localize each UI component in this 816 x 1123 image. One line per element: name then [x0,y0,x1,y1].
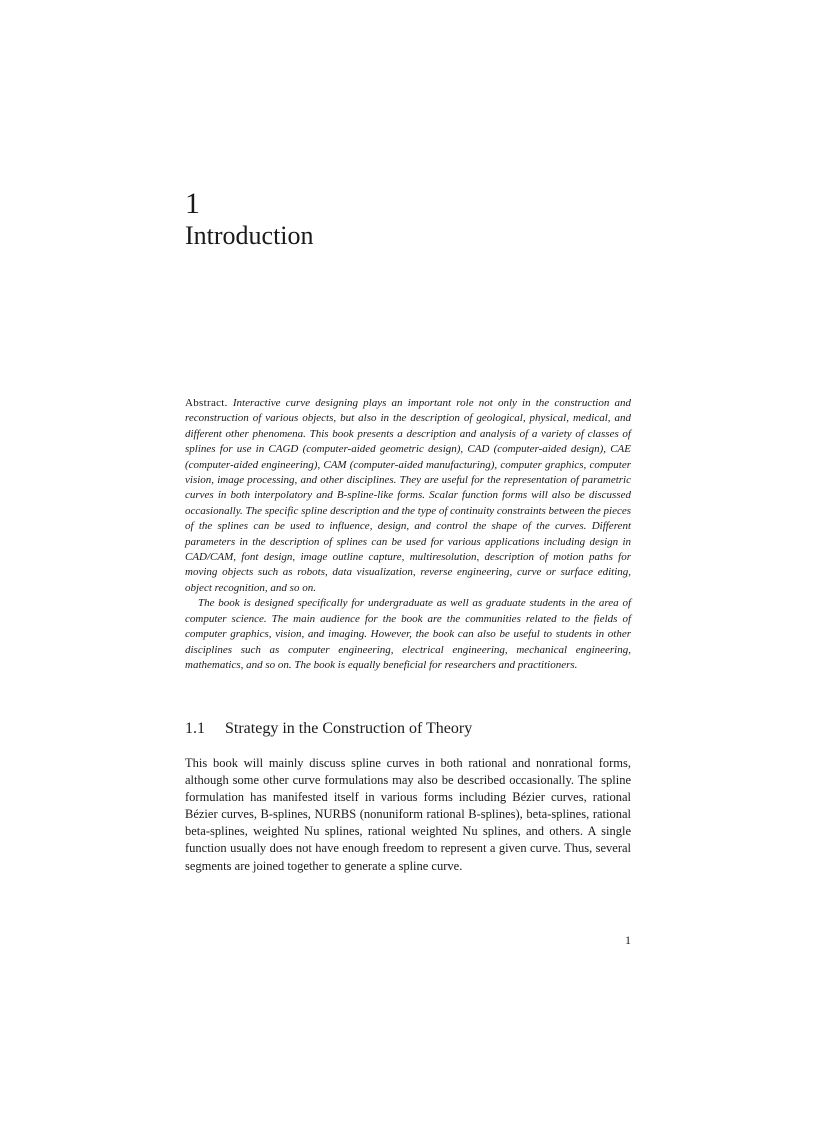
section-number: 1.1 [185,720,205,737]
section-body-text: This book will mainly discuss spline curves in both rational and nonrational forms, although some other curve formulations may also be described occasionally. The spline formulation has manifested itself in various forms including Bézier curves, rational Bézier curves, B-splines, NURBS (nonuniform rational B-splines), beta-splines, rational beta-splines, weighted Nu splines, rational weighted Nu splines, and others. A single function usually does not have enough freedom to represent a given curve. Thus, several segments are joined together to generate a spline curve. [185,756,631,873]
section-heading [185,719,472,739]
abstract-label: Abstract. [185,397,228,409]
abstract-text-1: Interactive curve designing plays an important role not only in the construction and reconstruction of various objects, but also in the description of geological, physical, medical, and different other phenomena. This book presents a description and analysis of a variety of classes of splines for use in CAGD (computer-aided geometric design), CAD (computer-aided design), CAE (computer-aided engineering), CAM (computer-aided manufacturing), computer graphics, computer vision, image processing, and other disciplines. They are useful for the representation of parametric curves in both interpolatory and B-spline-like forms. Scalar function forms will also be discussed occasionally. The specific spline description and the type of continuity constraints between the pieces of the splines can be used to influence, design, and control the shape of the curves. Different parameters in the description of splines can be used for various applications including design in CAD/CAM, font design, image outline capture, multiresolution, description of motion paths for moving objects such as robots, data visualization, reverse engineering, curve or surface editing, object recognition, and so on. [185,397,632,594]
chapter-title: Introduction [185,221,314,250]
abstract-paragraph-2 [185,596,631,673]
abstract [185,396,631,673]
abstract-paragraph-1 [185,396,631,596]
abstract-text-2: The book is designed specifically for undergraduate as well as graduate students in the area of computer science. The main audience for the book are the communities related to the fields of computer graphics, vision, and imaging. However, the book can also be useful to students in other disciplines such as computer engineering, electrical engineering, mechanical engineering, mathematics, and so on. The book is equally beneficial for researchers and practitioners. [185,597,631,671]
chapter-number: 1 [185,187,200,220]
page-number: 1 [625,933,631,947]
section-title: Strategy in the Construction of Theory [225,720,473,737]
